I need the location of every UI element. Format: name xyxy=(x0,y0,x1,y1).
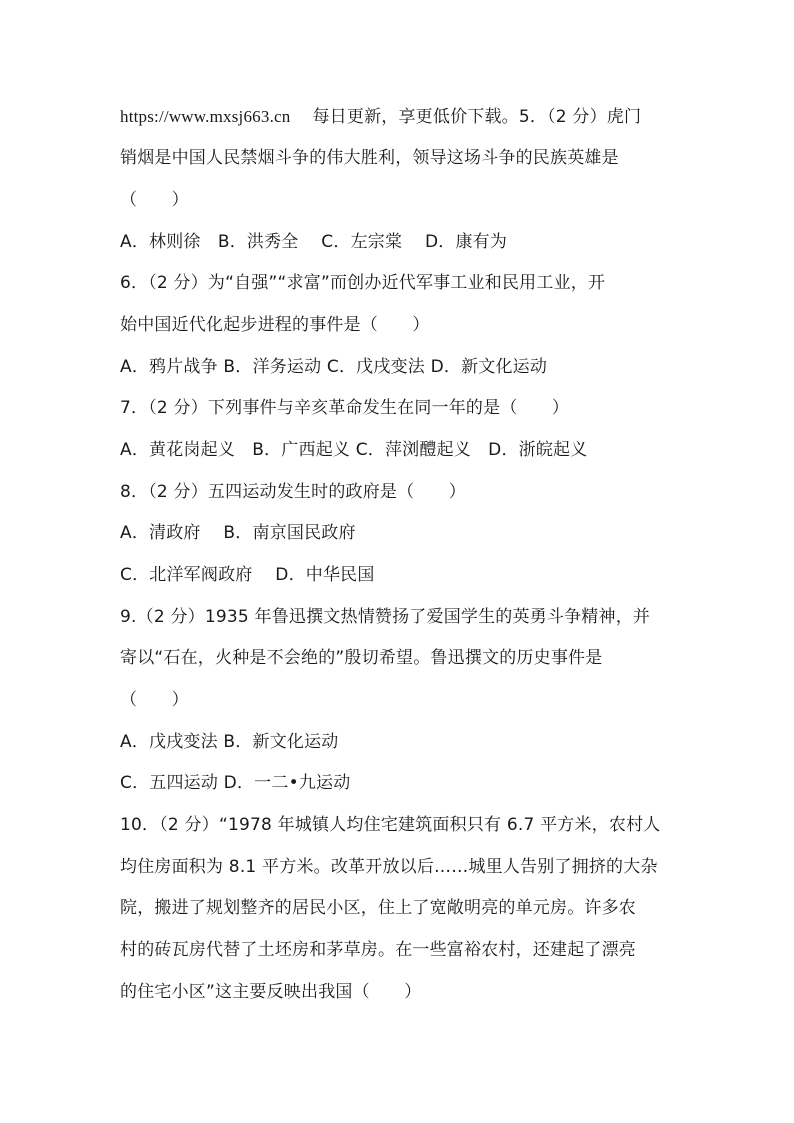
text-line-4: A．林则徐 B．洪秀全 C．左宗棠 D．康有为 xyxy=(120,232,508,252)
text-line-16: A．戊戌变法 B．新文化运动 xyxy=(120,732,339,752)
line-text: 每日更新，享更低价下载。5．（2 分）虎门 xyxy=(312,107,642,127)
text-line-17: C．五四运动 D．一二•九运动 xyxy=(120,773,351,793)
text-line-14: 寄以“石在，火种是不会绝的”殷切希望。鲁迅撰文的历史事件是 xyxy=(120,648,603,668)
text-line-7: A．鸦片战争 B．洋务运动 C．戊戌变法 D．新文化运动 xyxy=(120,357,548,377)
header-url[interactable]: https://www.mxsj663.cn xyxy=(120,107,291,126)
text-line-6: 始中国近代化起步进程的事件是（ ） xyxy=(120,315,430,335)
text-line-1 xyxy=(120,106,641,128)
text-line-9: A．黄花岗起义 B．广西起义 C．萍浏醴起义 D．浙皖起义 xyxy=(120,440,588,460)
text-line-19: 均住房面积为 8.1 平方米。改革开放以后……城里人告别了拥挤的大杂 xyxy=(120,857,658,877)
text-line-13: 9.（2 分）1935 年鲁迅撰文热情赞扬了爱国学生的英勇斗争精神，并 xyxy=(120,607,651,627)
text-line-8: 7．（2 分）下列事件与辛亥革命发生在同一年的是（ ） xyxy=(120,398,570,418)
text-line-21: 村的砖瓦房代替了土坯房和茅草房。在一些富裕农村，还建起了漂亮 xyxy=(120,940,636,960)
text-line-3: （ ） xyxy=(120,190,189,210)
text-line-18: 10．（2 分）“1978 年城镇人均住宅建筑面积只有 6.7 平方米，农村人 xyxy=(120,815,661,835)
text-line-20: 院，搬进了规划整齐的居民小区，住上了宽敞明亮的单元房。许多农 xyxy=(120,898,636,918)
text-line-10: 8．（2 分）五四运动发生时的政府是（ ） xyxy=(120,482,466,502)
text-line-5: 6．（2 分）为“自强”“求富”而创办近代军事工业和民用工业，开 xyxy=(120,273,606,293)
text-line-2: 销烟是中国人民禁烟斗争的伟大胜利，领导这场斗争的民族英雄是 xyxy=(120,148,619,168)
text-line-22: 的住宅小区”这主要反映出我国（ ） xyxy=(120,982,422,1002)
text-line-15: （ ） xyxy=(120,690,189,710)
text-line-11: A．清政府 B．南京国民政府 xyxy=(120,523,356,543)
text-line-12: C．北洋军阀政府 D．中华民国 xyxy=(120,565,375,585)
